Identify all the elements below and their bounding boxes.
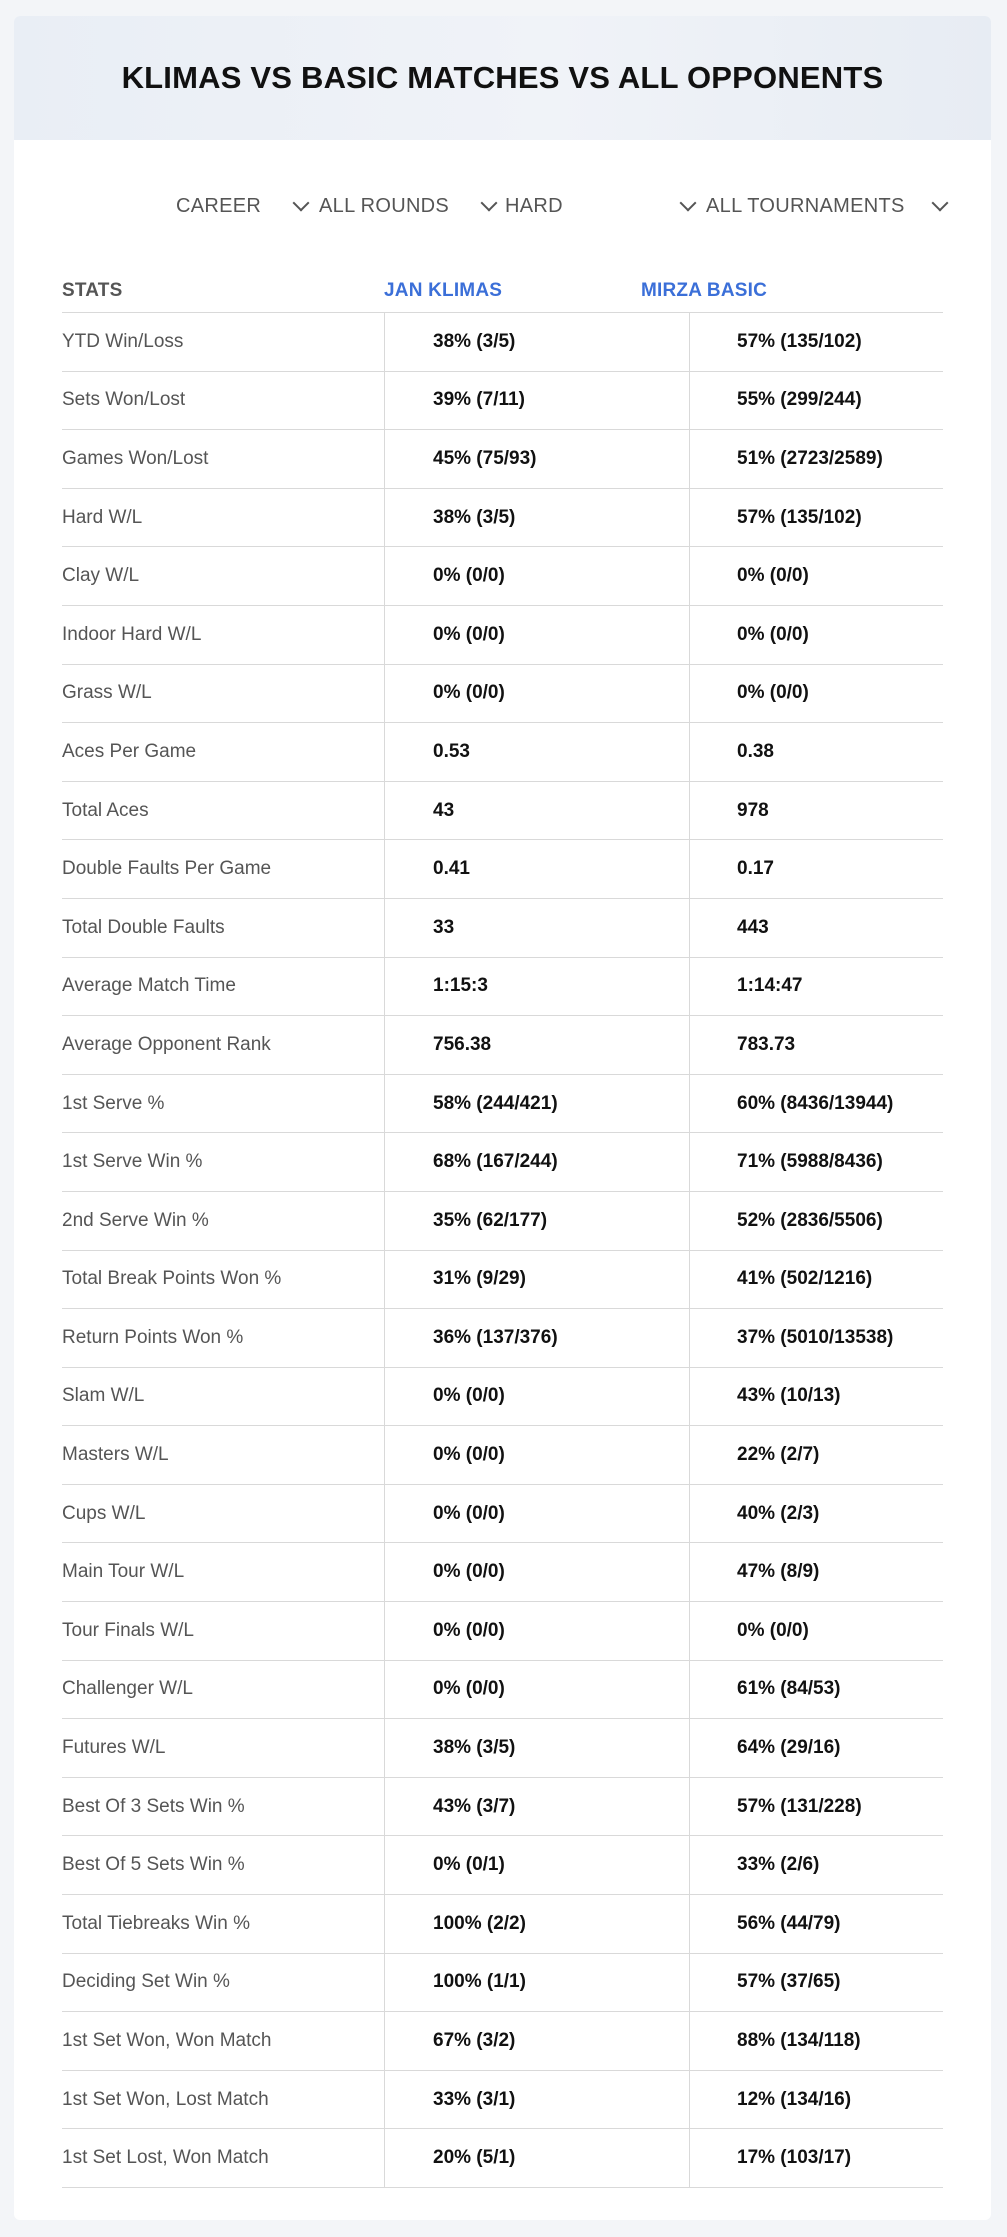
stat-label: Sets Won/Lost xyxy=(62,371,385,430)
table-row xyxy=(62,1895,943,1954)
table-row xyxy=(62,2012,943,2071)
player2-value: 40% (2/3) xyxy=(690,1484,944,1543)
player2-value: 52% (2836/5506) xyxy=(690,1191,944,1250)
period-select-value: CAREER xyxy=(176,194,262,217)
player1-value: 0% (0/0) xyxy=(385,1660,690,1719)
player2-value: 33% (2/6) xyxy=(690,1836,944,1895)
player1-value: 100% (1/1) xyxy=(385,1953,690,2012)
stats-table-body xyxy=(62,313,943,2188)
player2-value: 47% (8/9) xyxy=(690,1543,944,1602)
player2-value: 0% (0/0) xyxy=(690,605,944,664)
table-row xyxy=(62,1836,943,1895)
player1-value: 67% (3/2) xyxy=(385,2012,690,2071)
player1-value: 36% (137/376) xyxy=(385,1309,690,1368)
page-header xyxy=(14,16,991,140)
chevron-down-icon xyxy=(293,195,310,212)
player1-value: 100% (2/2) xyxy=(385,1895,690,1954)
stats-column-header: STATS xyxy=(62,280,123,301)
table-row xyxy=(62,781,943,840)
player1-value: 38% (3/5) xyxy=(385,488,690,547)
player2-value: 0% (0/0) xyxy=(690,664,944,723)
stat-label: Best Of 3 Sets Win % xyxy=(62,1777,385,1836)
player2-value: 0.17 xyxy=(690,840,944,899)
chevron-down-icon xyxy=(680,195,697,212)
player2-value: 17% (103/17) xyxy=(690,2129,944,2188)
filter-bar xyxy=(14,140,991,260)
stat-label: 1st Serve % xyxy=(62,1074,385,1133)
player1-value: 0% (0/0) xyxy=(385,605,690,664)
table-row xyxy=(62,1953,943,2012)
player2-value: 60% (8436/13944) xyxy=(690,1074,944,1133)
player1-value: 1:15:3 xyxy=(385,957,690,1016)
player1-value: 68% (167/244) xyxy=(385,1133,690,1192)
stat-label: YTD Win/Loss xyxy=(62,313,385,372)
tournaments-select[interactable] xyxy=(706,192,950,220)
player2-value: 51% (2723/2589) xyxy=(690,430,944,489)
stat-label: Best Of 5 Sets Win % xyxy=(62,1836,385,1895)
player2-value: 0.38 xyxy=(690,723,944,782)
player2-value: 64% (29/16) xyxy=(690,1719,944,1778)
chevron-down-icon xyxy=(932,195,949,212)
table-row xyxy=(62,1133,943,1192)
player1-value: 0% (0/0) xyxy=(385,547,690,606)
table-row xyxy=(62,2129,943,2188)
stat-label: Indoor Hard W/L xyxy=(62,605,385,664)
stat-label: 1st Set Won, Won Match xyxy=(62,2012,385,2071)
player2-value: 57% (37/65) xyxy=(690,1953,944,2012)
player1-value: 38% (3/5) xyxy=(385,1719,690,1778)
rounds-select-value: ALL ROUNDS xyxy=(319,194,450,217)
surface-select[interactable] xyxy=(505,192,698,220)
table-row xyxy=(62,1660,943,1719)
stat-label: Clay W/L xyxy=(62,547,385,606)
table-row xyxy=(62,664,943,723)
player2-value: 71% (5988/8436) xyxy=(690,1133,944,1192)
player1-value: 38% (3/5) xyxy=(385,313,690,372)
player2-value: 443 xyxy=(690,898,944,957)
stat-label: 1st Set Lost, Won Match xyxy=(62,2129,385,2188)
player1-value: 58% (244/421) xyxy=(385,1074,690,1133)
table-row xyxy=(62,430,943,489)
player1-value: 0% (0/1) xyxy=(385,1836,690,1895)
table-row xyxy=(62,957,943,1016)
player2-value: 22% (2/7) xyxy=(690,1426,944,1485)
player1-value: 35% (62/177) xyxy=(385,1191,690,1250)
rounds-select[interactable] xyxy=(319,192,499,220)
player1-value: 33% (3/1) xyxy=(385,2070,690,2129)
stat-label: Aces Per Game xyxy=(62,723,385,782)
stat-label: Main Tour W/L xyxy=(62,1543,385,1602)
table-row xyxy=(62,723,943,782)
player2-value: 43% (10/13) xyxy=(690,1367,944,1426)
stat-label: Hard W/L xyxy=(62,488,385,547)
table-row xyxy=(62,1016,943,1075)
stat-label: Tour Finals W/L xyxy=(62,1602,385,1661)
player2-value: 61% (84/53) xyxy=(690,1660,944,1719)
player1-value: 0% (0/0) xyxy=(385,1426,690,1485)
player1-value: 39% (7/11) xyxy=(385,371,690,430)
table-row xyxy=(62,1309,943,1368)
player2-value: 0% (0/0) xyxy=(690,547,944,606)
stat-label: Cups W/L xyxy=(62,1484,385,1543)
table-row xyxy=(62,605,943,664)
table-row xyxy=(62,1191,943,1250)
player2-value: 978 xyxy=(690,781,944,840)
player1-column-header[interactable]: JAN KLIMAS xyxy=(384,280,503,301)
stat-label: Total Break Points Won % xyxy=(62,1250,385,1309)
stat-label: Average Opponent Rank xyxy=(62,1016,385,1075)
player1-value: 43 xyxy=(385,781,690,840)
stat-label: Total Double Faults xyxy=(62,898,385,957)
table-row xyxy=(62,1719,943,1778)
player2-value: 56% (44/79) xyxy=(690,1895,944,1954)
player2-value: 12% (134/16) xyxy=(690,2070,944,2129)
player2-column-header[interactable]: MIRZA BASIC xyxy=(641,280,768,301)
table-row xyxy=(62,2070,943,2129)
stat-label: 2nd Serve Win % xyxy=(62,1191,385,1250)
stat-label: Total Tiebreaks Win % xyxy=(62,1895,385,1954)
player1-value: 0% (0/0) xyxy=(385,1484,690,1543)
player2-value: 55% (299/244) xyxy=(690,371,944,430)
table-row xyxy=(62,1602,943,1661)
player2-value: 41% (502/1216) xyxy=(690,1250,944,1309)
player1-value: 43% (3/7) xyxy=(385,1777,690,1836)
table-row xyxy=(62,547,943,606)
player1-value: 33 xyxy=(385,898,690,957)
stat-label: Masters W/L xyxy=(62,1426,385,1485)
page-title: KLIMAS VS BASIC MATCHES VS ALL OPPONENTS xyxy=(121,60,884,95)
table-row xyxy=(62,371,943,430)
player2-value: 0% (0/0) xyxy=(690,1602,944,1661)
player1-value: 0% (0/0) xyxy=(385,1602,690,1661)
player2-value: 37% (5010/13538) xyxy=(690,1309,944,1368)
table-row xyxy=(62,1484,943,1543)
player1-value: 45% (75/93) xyxy=(385,430,690,489)
player1-value: 0.41 xyxy=(385,840,690,899)
stat-label: 1st Serve Win % xyxy=(62,1133,385,1192)
table-row xyxy=(62,1543,943,1602)
player1-value: 0% (0/0) xyxy=(385,1367,690,1426)
tournaments-select-value: ALL TOURNAMENTS xyxy=(706,194,905,217)
player2-value: 88% (134/118) xyxy=(690,2012,944,2071)
player1-value: 0% (0/0) xyxy=(385,664,690,723)
player2-value: 783.73 xyxy=(690,1016,944,1075)
table-row xyxy=(62,840,943,899)
stat-label: Average Match Time xyxy=(62,957,385,1016)
player1-value: 0.53 xyxy=(385,723,690,782)
table-row xyxy=(62,1074,943,1133)
table-header xyxy=(14,260,991,318)
stat-label: Double Faults Per Game xyxy=(62,840,385,899)
player1-value: 0% (0/0) xyxy=(385,1543,690,1602)
stats-card xyxy=(14,16,991,2220)
player2-value: 57% (131/228) xyxy=(690,1777,944,1836)
table-row xyxy=(62,1426,943,1485)
table-row xyxy=(62,1777,943,1836)
stat-label: Games Won/Lost xyxy=(62,430,385,489)
table-row xyxy=(62,1250,943,1309)
stat-label: Total Aces xyxy=(62,781,385,840)
player2-value: 57% (135/102) xyxy=(690,488,944,547)
chevron-down-icon xyxy=(481,195,498,212)
stat-label: Futures W/L xyxy=(62,1719,385,1778)
stat-label: Grass W/L xyxy=(62,664,385,723)
surface-select-value: HARD xyxy=(505,194,563,217)
table-row xyxy=(62,488,943,547)
table-row xyxy=(62,898,943,957)
stat-label: Slam W/L xyxy=(62,1367,385,1426)
player1-value: 756.38 xyxy=(385,1016,690,1075)
stats-table xyxy=(62,312,943,2188)
player1-value: 20% (5/1) xyxy=(385,2129,690,2188)
stat-label: Return Points Won % xyxy=(62,1309,385,1368)
period-select[interactable] xyxy=(176,192,311,220)
player2-value: 1:14:47 xyxy=(690,957,944,1016)
stat-label: 1st Set Won, Lost Match xyxy=(62,2070,385,2129)
player1-value: 31% (9/29) xyxy=(385,1250,690,1309)
stat-label: Deciding Set Win % xyxy=(62,1953,385,2012)
table-row xyxy=(62,313,943,372)
stat-label: Challenger W/L xyxy=(62,1660,385,1719)
player2-value: 57% (135/102) xyxy=(690,313,944,372)
table-row xyxy=(62,1367,943,1426)
